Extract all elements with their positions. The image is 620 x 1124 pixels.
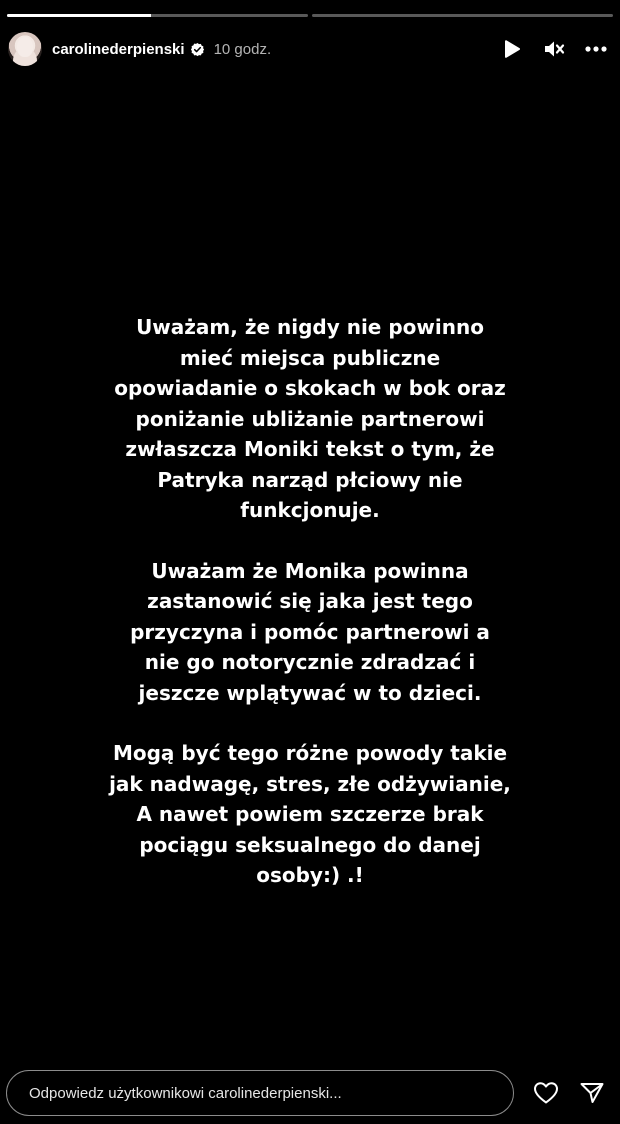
reply-input[interactable]: [6, 1070, 514, 1116]
story-controls: [500, 37, 608, 61]
avatar[interactable]: [8, 32, 42, 66]
play-icon[interactable]: [500, 37, 524, 61]
story-text-line: Uważam, że nigdy nie powinno: [136, 315, 484, 339]
story-text-line: Patryka narząd płciowy nie: [157, 467, 463, 492]
story-footer: [6, 1068, 608, 1118]
story-header: [8, 30, 608, 68]
username[interactable]: carolinederpienski: [52, 40, 185, 58]
story-paragraph: [100, 312, 520, 526]
progress-segment: [312, 14, 613, 17]
story-progress: [7, 14, 613, 17]
story-text-line: nie go notorycznie zdradzać i: [144, 650, 476, 674]
story-text-line: osoby:) .!: [256, 863, 364, 887]
story-text-line: pociągu seksualnego do danej: [139, 832, 481, 857]
story-paragraph: [100, 556, 520, 709]
story-text-line: poniżanie ubliżanie partnerowi: [135, 406, 485, 431]
send-icon[interactable]: [578, 1079, 606, 1107]
progress-segment: [7, 14, 308, 17]
story-text-line: przyczyna i pomóc partnerowi a: [130, 619, 490, 644]
story-text-line: Mogą być tego różne powody takie: [112, 741, 508, 765]
more-icon[interactable]: [584, 37, 608, 61]
story-text: [100, 312, 520, 921]
story-text-line: zwłaszcza Moniki tekst o tym, że: [125, 437, 495, 461]
story-text-line: A nawet powiem szczerze brak: [136, 802, 484, 826]
story-text-line: jeszcze wplątywać w to dzieci.: [138, 680, 482, 705]
story-text-line: funkcjonuje.: [240, 498, 380, 522]
heart-icon[interactable]: [532, 1079, 560, 1107]
verified-badge-icon: [190, 42, 205, 57]
story-text-line: jak nadwagę, stres, złe odżywianie,: [109, 771, 511, 796]
post-time: 10 godz.: [213, 40, 272, 58]
mute-icon[interactable]: [542, 37, 566, 61]
story-text-line: zastanowić się jaka jest tego: [147, 589, 473, 613]
story-paragraph: [100, 738, 520, 891]
story-text-line: Uważam że Monika powinna: [151, 558, 469, 583]
story-text-line: mieć miejsca publiczne: [179, 345, 441, 370]
progress-fill: [7, 14, 151, 17]
story-text-line: opowiadanie o skokach w bok oraz: [114, 376, 506, 400]
